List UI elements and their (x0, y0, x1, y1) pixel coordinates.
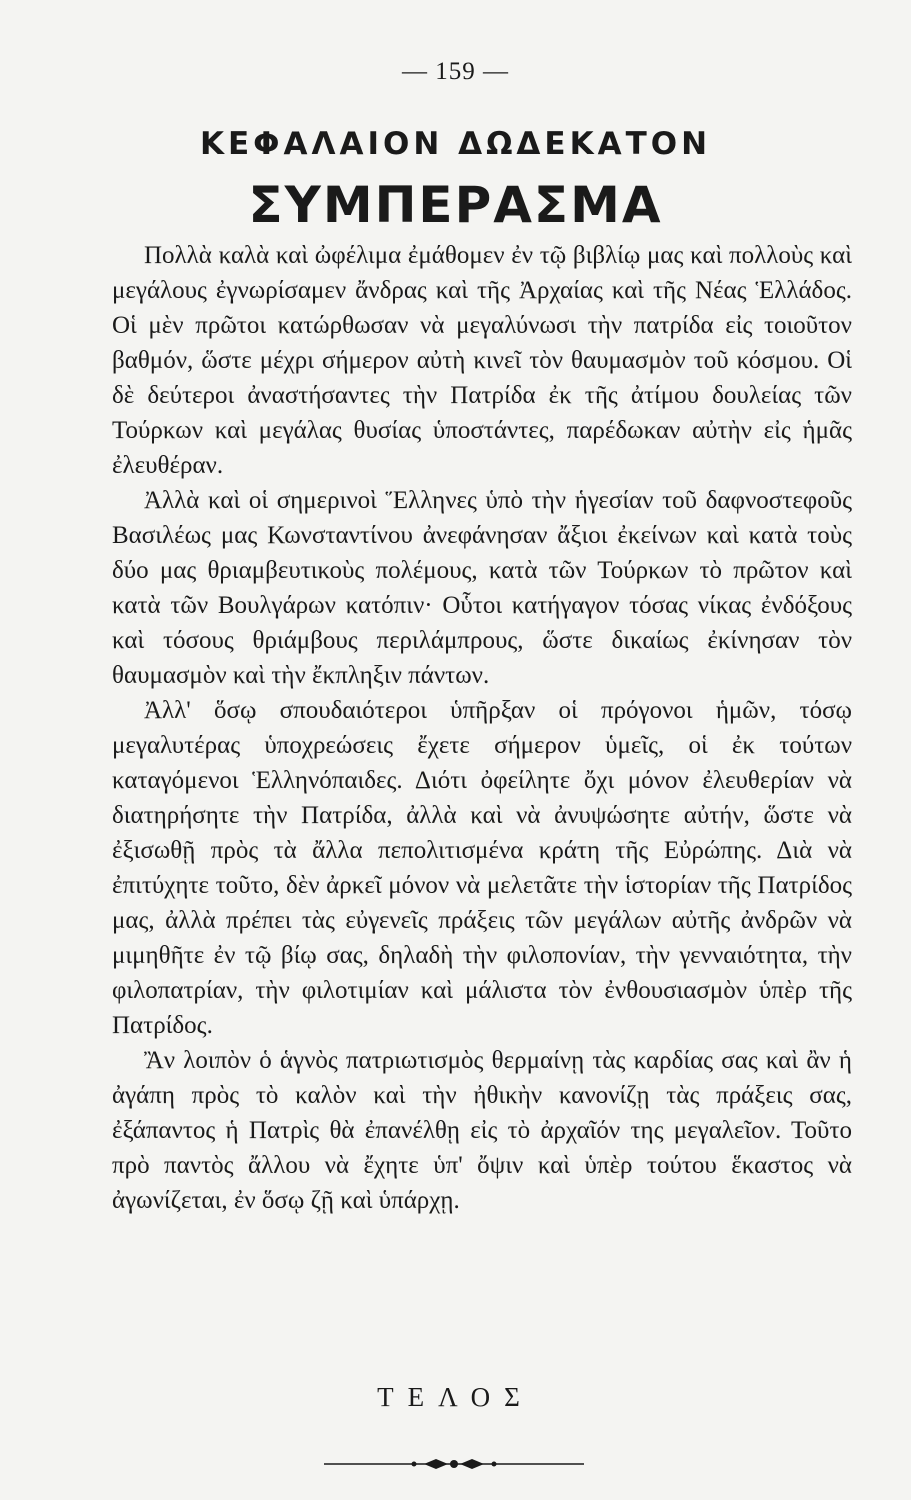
page-title: ΣΥΜΠΕΡΑΣΜΑ (248, 176, 663, 234)
paragraph: Πολλὰ καλὰ καὶ ὠφέλιμα ἐμάθομεν ἐν τῷ βιβλίῳ μας καὶ πολλοὺς καὶ μεγάλους ἐγνωρίσαμεν ἄνδρας καὶ τῆς Ἀρχαίας καὶ τῆς Νέας Ἑλλάδος. Οἱ μὲν πρῶτοι κατώρθωσαν νὰ μεγαλύνωσι τὴν πατρίδα εἰς τοιοῦτον βαθμόν, ὥστε μέχρι σήμερον αὐτὴ κινεῖ τὸν θαυμασμὸν τοῦ κόσμου. Οἱ δὲ δεύτεροι ἀναστήσαντες τὴν Πατρίδα ἐκ τῆς ἀτίμου δουλείας τῶν Τούρκων καὶ μεγάλας θυσίας ὑποστάντες, παρέδωκαν αὐτὴν εἰς ἡμᾶς ἐλευθέραν. (112, 242, 852, 479)
page-number: — 159 — (402, 58, 509, 85)
paragraph: Ἀλλὰ καὶ οἱ σημερινοὶ Ἕλληνες ὑπὸ τὴν ἡγεσίαν τοῦ δαφνοστεφοῦς Βασιλέως μας Κωνσταντίνου ἀνεφάνησαν ἄξιοι ἐκείνων καὶ κατὰ τοὺς δύο μας θριαμβευτικοὺς πολέμους, κατὰ τῶν Τούρκων τὸ πρῶτον καὶ κατὰ τῶν Βουλγάρων κατόπιν· Οὗτοι κατήγαγον τόσας νίκας ἐνδόξους καὶ τόσους θριάμβους περιλάμπρους, ὥστε δικαίως ἐκίνησαν τὸν θαυμασμὸν καὶ τὴν ἔκπληξιν πάντων. (112, 487, 852, 689)
paragraph: Ἂν λοιπὸν ὁ ἁγνὸς πατριωτισμὸς θερμαίνῃ τὰς καρδίας σας καὶ ἂν ἡ ἀγάπη πρὸς τὸ καλὸν καὶ τὴν ἠθικὴν κανονίζῃ τὰς πράξεις σας, ἐξάπαντος ἡ Πατρὶς θὰ ἐπανέλθῃ εἰς τὸ ἀρχαῖόν της μεγαλεῖον. Τοῦτο πρὸ παντὸς ἄλλου νὰ ἔχητε ὑπ' ὄψιν καὶ ὑπὲρ τούτου ἕκαστος νὰ ἀγωνίζεται, ἐν ὅσῳ ζῇ καὶ ὑπάρχῃ. (112, 1047, 852, 1214)
body-text (112, 238, 852, 1218)
chapter-heading: ΚΕΦΑΛΑΙΟΝ ΔΩΔΕΚΑΤΟΝ (199, 126, 712, 162)
ornamental-rule-icon (324, 1456, 584, 1472)
paragraph: Ἀλλ' ὅσῳ σπουδαιότεροι ὑπῆρξαν οἱ πρόγονοι ἡμῶν, τόσῳ μεγαλυτέρας ὑποχρεώσεις ἔχετε σήμερον ὑμεῖς, οἱ ἐκ τούτων καταγόμενοι Ἑλληνόπαιδες. Διότι ὀφείλητε ὄχι μόνον ἐλευθερίαν νὰ διατηρήσητε τὴν Πατρίδα, ἀλλὰ καὶ νὰ ἀνυψώσητε αὐτήν, ὥστε νὰ ἐξισωθῇ πρὸς τὰ ἄλλα πεπολιτισμένα κράτη τῆς Εὐρώπης. Διὰ νὰ ἐπιτύχητε τοῦτο, δὲν ἀρκεῖ μόνον νὰ μελετᾶτε τὴν ἱστορίαν τῆς Πατρίδος μας, ἀλλὰ πρέπει τὰς εὐγενεῖς πράξεις τῶν μεγάλων αὐτῆς ἀνδρῶν νὰ μιμηθῆτε ἐν τῷ βίῳ σας, δηλαδὴ τὴν φιλοπονίαν, τὴν γενναιότητα, τὴν φιλοπατρίαν, τὴν φιλοτιμίαν καὶ μάλιστα τὸν ἐνθουσιασμὸν ὑπὲρ τῆς Πατρίδος. (112, 697, 852, 1039)
end-word: ΤΕΛΟΣ (377, 1382, 534, 1412)
